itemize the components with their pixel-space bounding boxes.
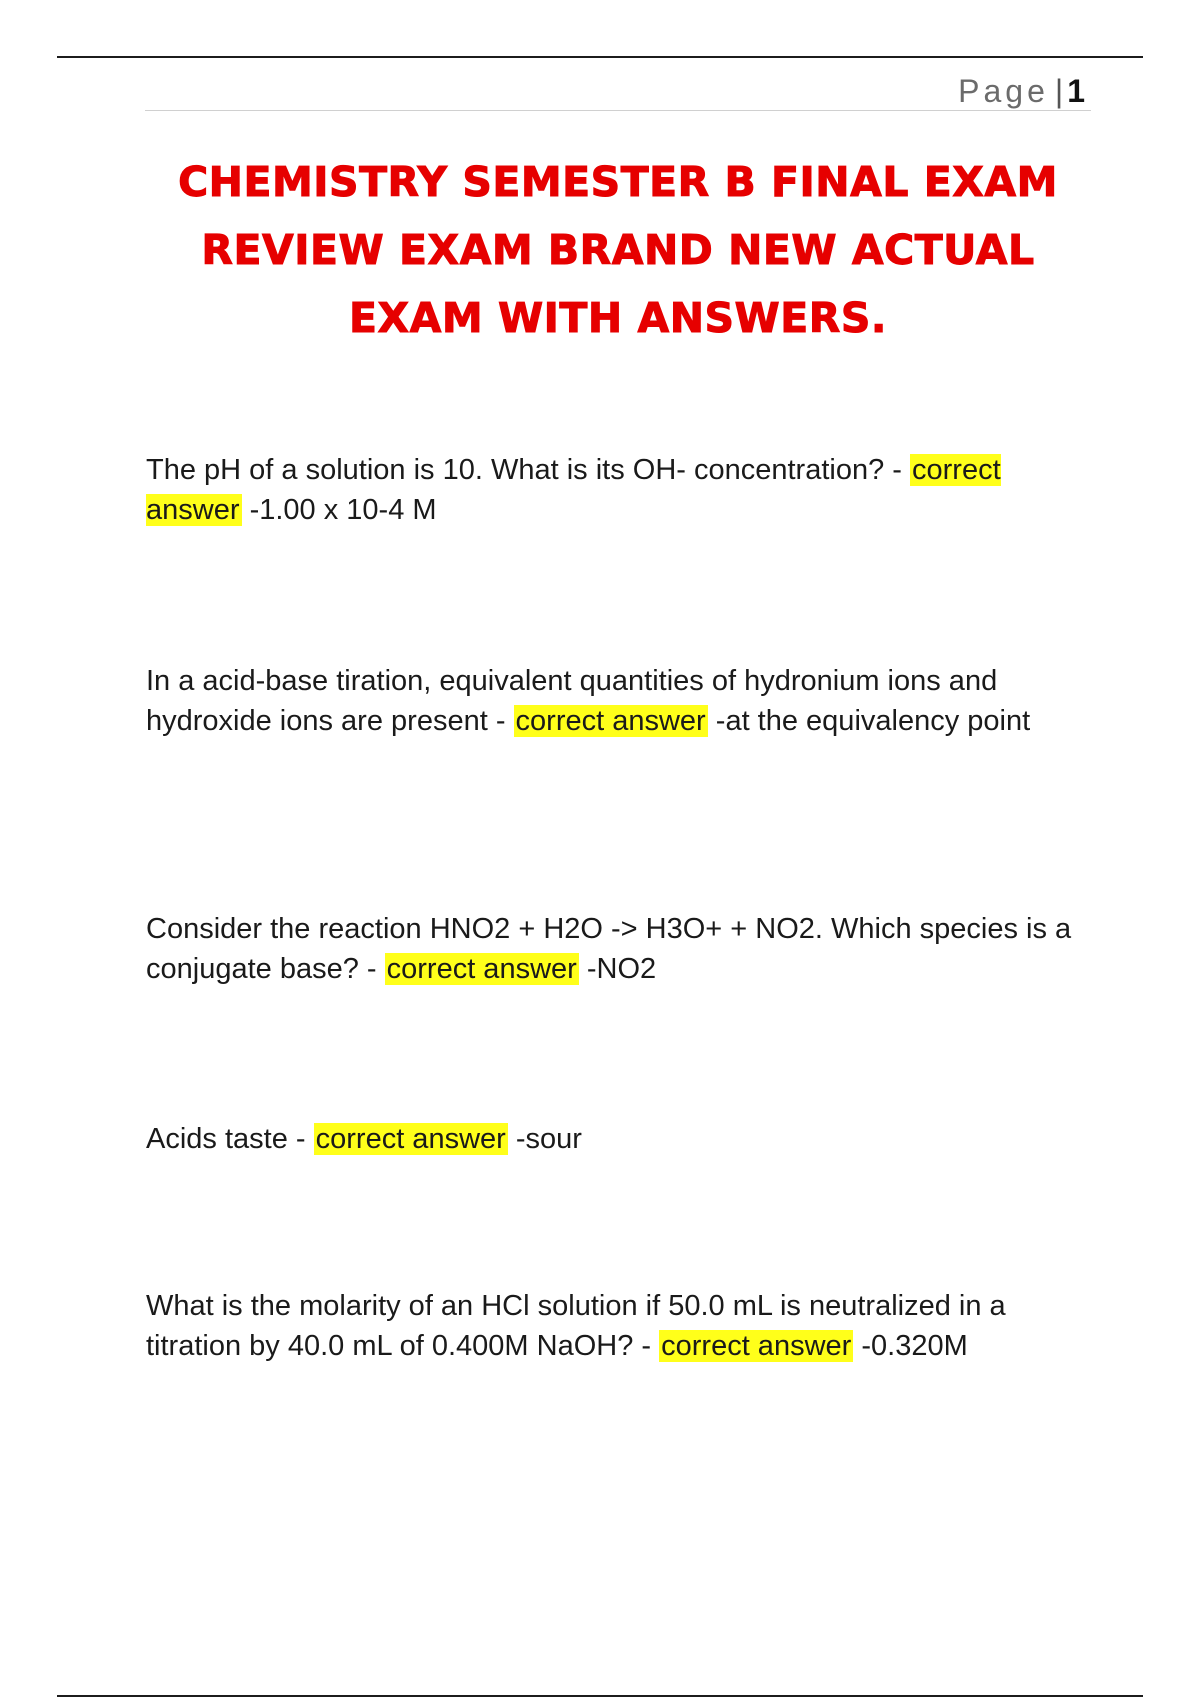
bottom-page-rule bbox=[57, 1695, 1143, 1697]
qa-item bbox=[146, 909, 1096, 989]
correct-answer-marker: correct answer bbox=[146, 454, 1001, 526]
correct-answer-marker: correct answer bbox=[661, 1330, 852, 1362]
page-number-label bbox=[958, 72, 1085, 110]
answer-text: -sour bbox=[515, 1123, 582, 1155]
question-text: In a acid-base tiration, equivalent quantities of hydronium ions and hydroxide ions are present - bbox=[146, 665, 998, 737]
top-page-rule bbox=[57, 56, 1143, 58]
qa-item bbox=[146, 1286, 1096, 1366]
answer-text: -NO2 bbox=[586, 953, 657, 985]
document-title: CHEMISTRY SEMESTER B FINAL EXAM REVIEW EXAM BRAND NEW ACTUAL EXAM WITH ANSWERS. bbox=[178, 158, 1058, 342]
answer-text: -0.320M bbox=[861, 1330, 968, 1362]
correct-answer-marker: correct answer bbox=[515, 705, 706, 737]
qa-item bbox=[146, 450, 1096, 530]
page-label: Page bbox=[958, 73, 1049, 109]
question-text: Consider the reaction HNO2 + H2O -> H3O+ + NO2. Which species is a conjugate base? - bbox=[146, 913, 1072, 985]
question-text: Acids taste - bbox=[146, 1123, 306, 1155]
page-separator: | bbox=[1054, 73, 1064, 109]
answer-text: -1.00 x 10-4 M bbox=[249, 494, 437, 526]
correct-answer-marker: correct answer bbox=[315, 1123, 506, 1155]
question-text: The pH of a solution is 10. What is its OH- concentration? - bbox=[146, 454, 902, 486]
correct-answer-marker: correct answer bbox=[386, 953, 577, 985]
page-header bbox=[145, 72, 1091, 111]
answer-text: -at the equivalency point bbox=[715, 705, 1031, 737]
qa-item bbox=[146, 1119, 1096, 1159]
question-text: What is the molarity of an HCl solution if 50.0 mL is neutralized in a titration by 40.0 mL of 0.400M NaOH? - bbox=[146, 1290, 1006, 1362]
page-number: 1 bbox=[1067, 73, 1085, 109]
qa-item bbox=[146, 661, 1096, 741]
